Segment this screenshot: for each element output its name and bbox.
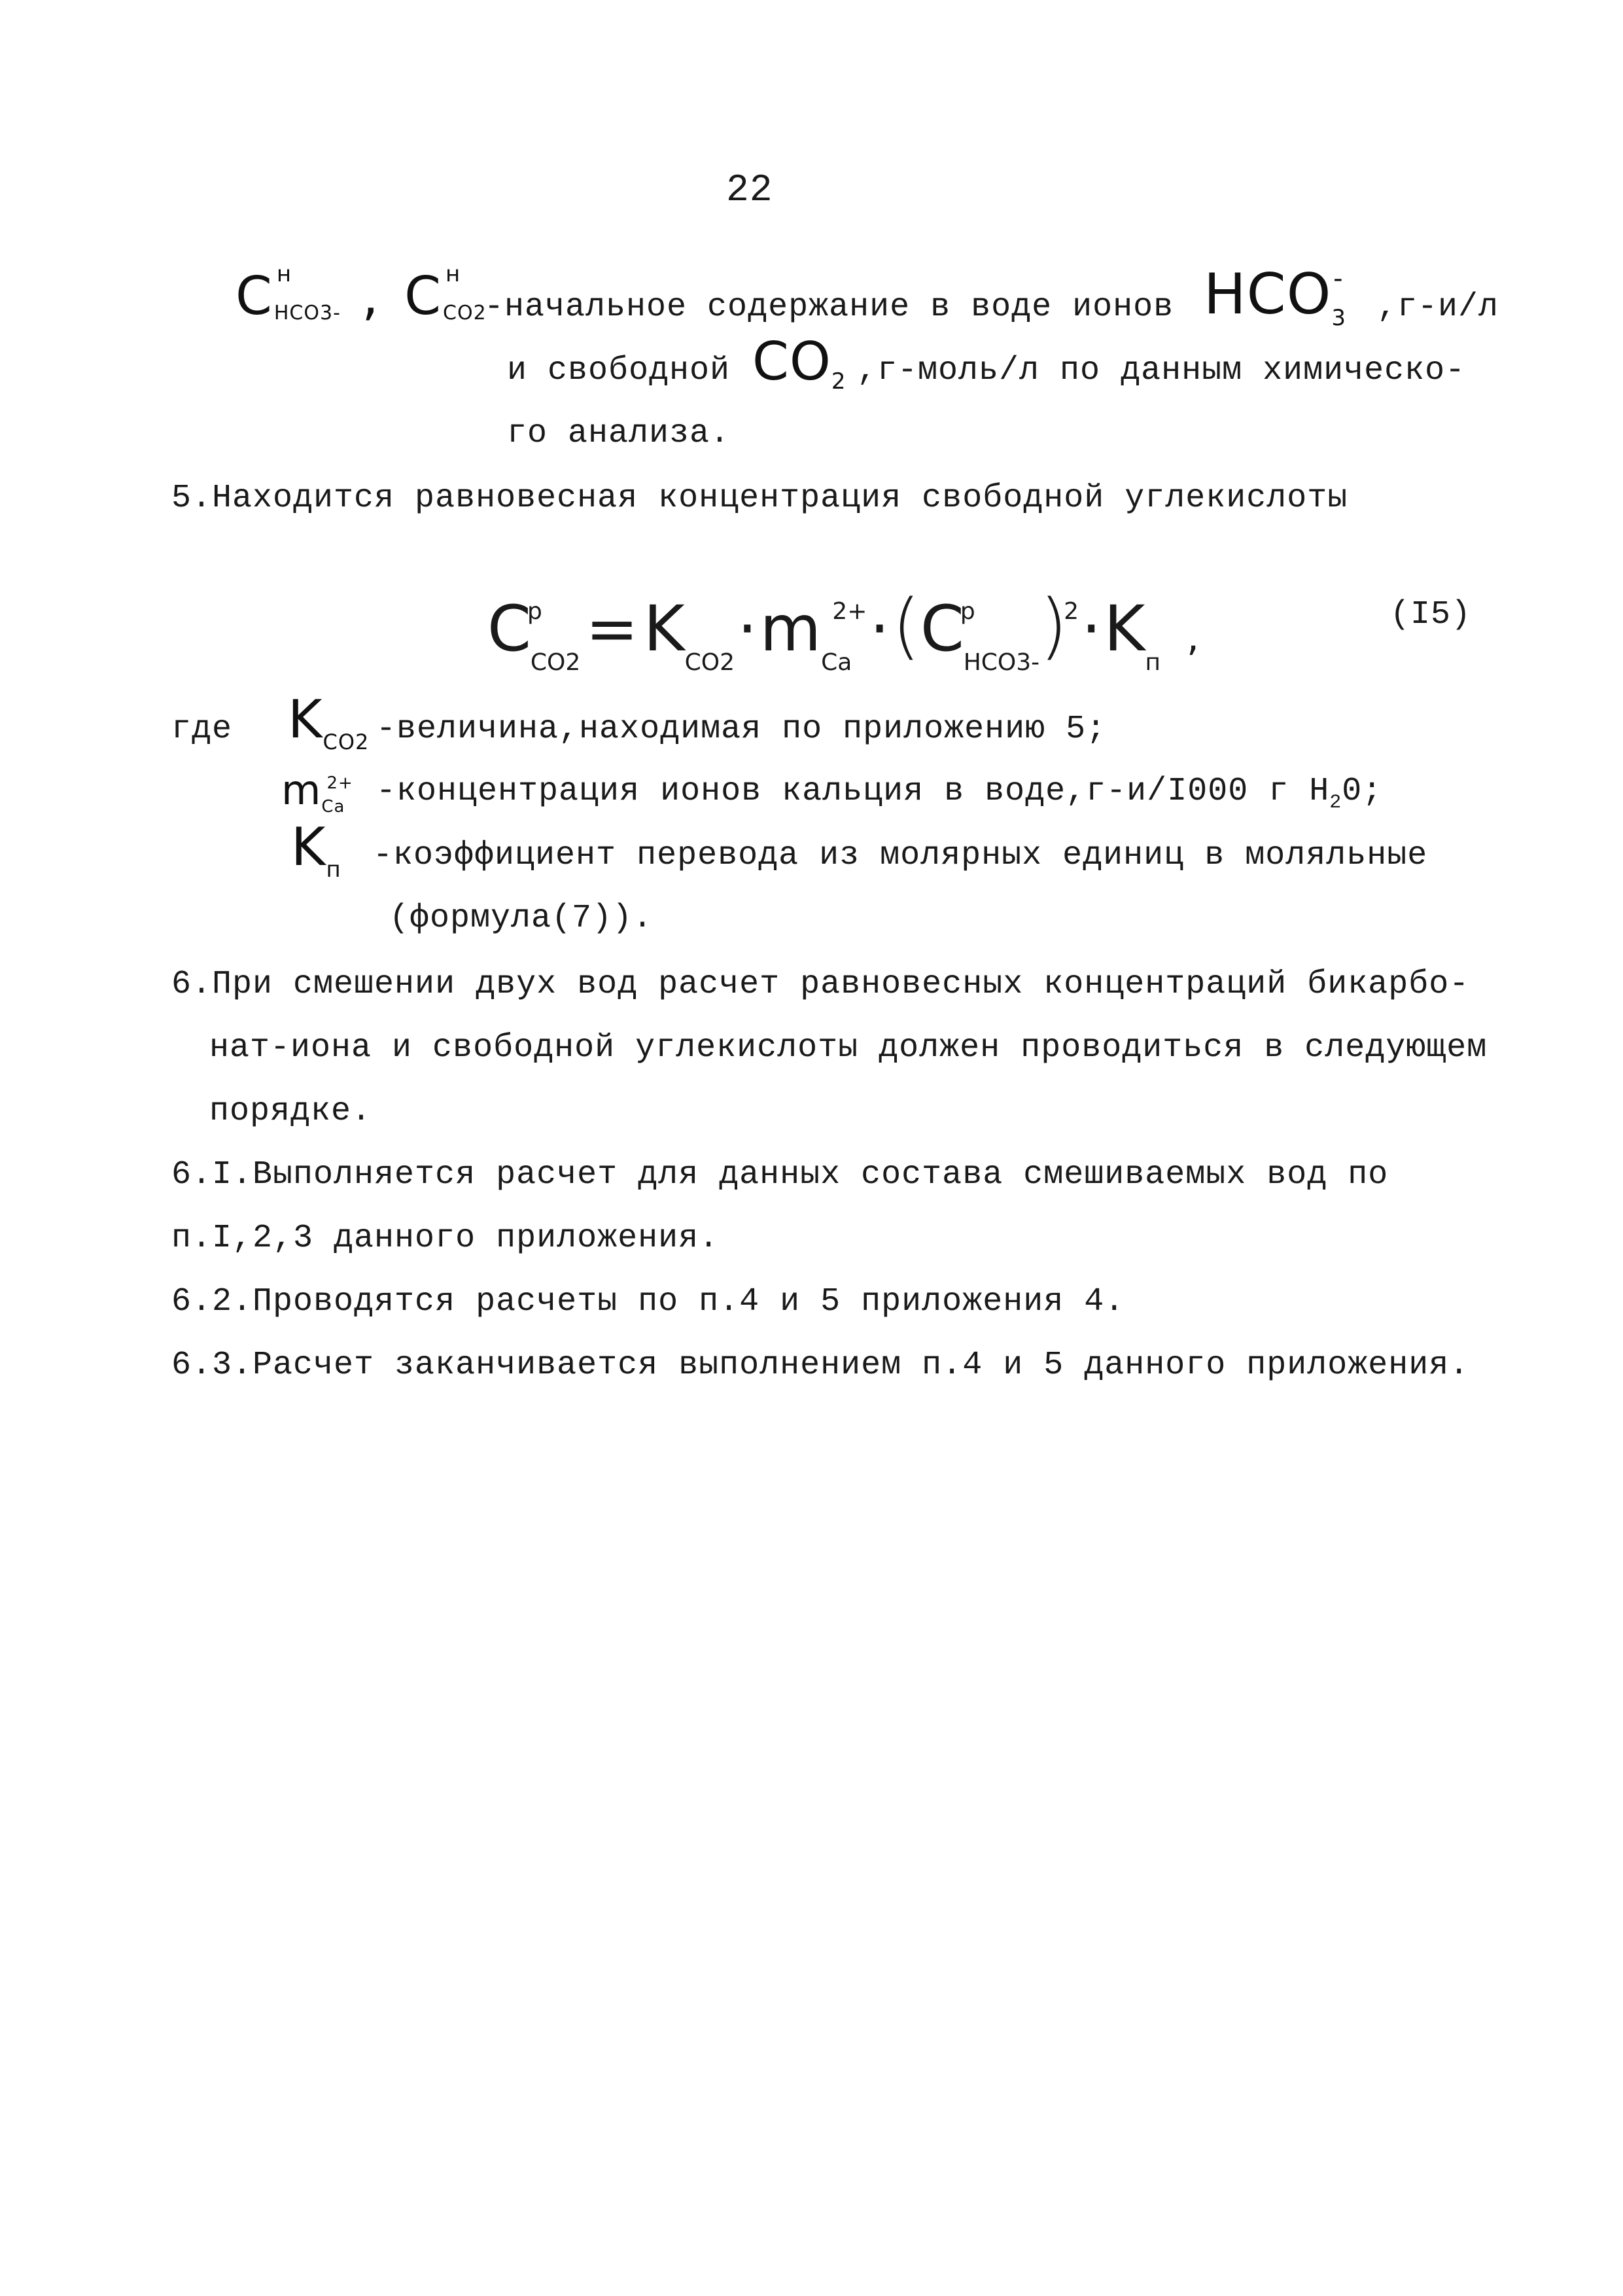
where-line-3: -коэффициент перевода из молярных единиц в моляльные [373,837,1428,874]
symbol-c-hco3: C н HCO3- [236,261,341,327]
definition-line-1: -начальное содержание в воде ионов [484,289,1174,326]
item-6-2: 6.2.Проводятся расчеты по п.4 и 5 приложения 4. [171,1283,1125,1320]
item-5: 5.Находится равновесная концентрация свободной углекислоты [171,480,1348,517]
where-k-co2-symbol: $K_{CO2}$ [288,689,370,754]
item-6-line-1: 6.При смешении двух вод расчет равновесных концентраций бикарбо- [171,966,1470,1003]
item-6-1-line-2: п.I,2,3 данного приложения. [171,1220,720,1257]
where-line-2: -концентрация ионов кальция в воде,г-и/I000 г $H_20$; [376,773,1383,814]
formula-k-co2: $K_{CO2}$ [643,592,735,676]
where-m-ca-symbol: mCa$^{2+}$ [281,766,353,817]
formula-c-hco3: $C^р_{HCO3-}$ [920,592,1040,676]
definition-line-1-units: ,г-и/л [1377,289,1499,326]
where-line-1: -величина,находимая по приложению 5; [376,711,1107,748]
symbol-c-co2: C н CO2 [404,261,487,327]
where-k-n-symbol: $K_п$ [291,817,341,883]
item-6-3: 6.3.Расчет заканчивается выполнением п.4 и 5 данного приложения. [171,1347,1470,1384]
where-label: где [171,711,233,748]
formula-15: $C^р_{CO2}=K_{CO2}\cdot m_{Ca}^{2+}\cdot(C^р_{HCO3-})^2\cdot K_п$, [487,584,1200,676]
definition-symbols: C н HCO3- , C н CO2 [236,267,494,326]
definition-line-2-prefix: и свободной [507,352,731,389]
definition-line-2-rest: ,г-моль/л по данным химическо- [857,352,1466,389]
ion-hco3: $HCO_3^-$ [1204,262,1347,331]
item-6-line-3: порядке. [209,1093,372,1130]
formula-number: (I5) [1390,596,1472,633]
formula-m-ca: $m_{Ca}^{2+}$ [759,592,867,676]
formula-k-n: $K_п$ [1104,592,1161,676]
item-6-1-line-1: 6.I.Выполняется расчет для данных состава смешиваемых вод по [171,1156,1389,1193]
definition-line-3: го анализа. [507,415,731,452]
where-line-4: (формула(7)). [389,900,654,937]
page-number: 22 [726,169,773,212]
formula-lhs: $C^р_{CO2}$ [487,592,581,676]
gas-co2: CO2 [752,331,846,395]
item-6-line-2: нат-иона и свободной углекислоты должен проводиться в следующем [209,1029,1488,1067]
